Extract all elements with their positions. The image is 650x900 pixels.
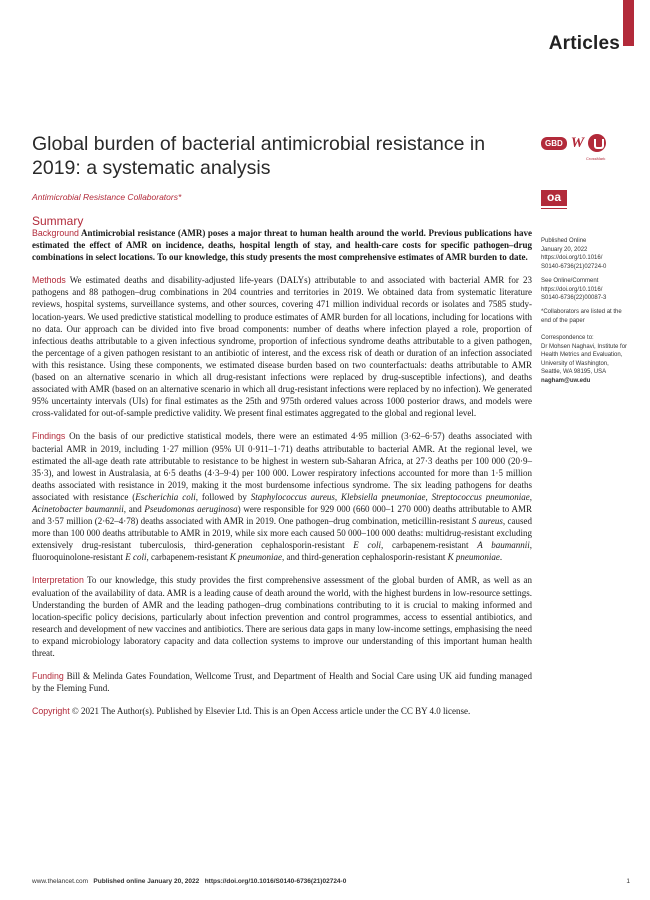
pathogen-abbr: K pneumoniae [229,552,282,563]
findings-text: ) were responsible for 929 000 (660 000–1 270 000) deaths attributable to AMR and 3·57 million (2·62–4·78) deaths associated with AMR in 2019. One pathogen–drug combination, meticillin-resistant [32,503,533,527]
published-date: January 20, 2022 [541,246,588,253]
findings-paragraph [32,430,532,563]
wellcome-logo[interactable]: W [570,134,585,151]
findings-text: , followed by [195,491,251,502]
pathogen-name: Acinetobacter baumannii [32,503,124,514]
collaborators-note [541,308,636,325]
article-title: Global burden of bacterial antimicrobial resistance in 2019: a systematic analysis [32,133,486,179]
footer-site-link[interactable]: www.thelancet.com [32,878,88,885]
interpretation-text: To our knowledge, this study provides the first comprehensive assessment of the global burden of AMR, as well as an evaluation of the availability of data. AMR is a leading cause of death around the world, with the highest burdens in low-resource settings. Understanding the burden of AMR and the leading pathogen–drug combinations contributing to it is crucial to making informed and location-specific policy decisions, particularly about infection prevention and control programmes, access to essential antibiotics, and research and development of new vaccines and antibiotics. There are serious data gaps in many low-income settings, emphasising the need to expand microbiology laboratory capacity and data collection systems to improve our understanding of this important human health threat. [32,575,532,658]
summary-heading: Summary [32,214,84,228]
correspondence-line: Dr Mohsen Naghavi, Institute for [541,343,628,350]
section-tab-marker [623,0,634,46]
collaborators-line: *Collaborators are listed at the [541,309,622,315]
findings-text: , [529,491,532,502]
findings-text: , caused more than 100 000 deaths attributable to AMR in 2019, while six more each caused 50 000–100 000 deaths: multidrug-resistant excluding extensively drug-resistant tuberculosis, third-generation cephalosporin-resistant [32,516,532,551]
findings-text: . [499,552,503,563]
findings-label: Findings [32,431,66,442]
pathogen-abbr: E coli [125,552,147,563]
correspondence-line: University of Washington, [541,360,609,367]
pathogen-abbr: K pneumoniae [447,552,500,563]
published-doi-link[interactable]: https://doi.org/10.1016/ [541,255,603,262]
comment-doi-link[interactable]: S0140-6736(22)00087-3 [541,295,607,302]
published-line: Published Online [541,238,587,244]
comment-line: See Online/Comment [541,278,599,284]
interpretation-paragraph [32,574,532,659]
background-label: Background [32,228,79,238]
author-line[interactable]: Antimicrobial Resistance Collaborators* [32,192,182,202]
pathogen-name: Pseudomonas aeruginosa [144,503,238,514]
background-paragraph [32,227,532,263]
pathogen-abbr: E coli [353,540,382,551]
background-text: Antimicrobial resistance (AMR) poses a major threat to human health around the world. Previous publications have estimated the effect of AMR on incidence, deaths, hospital length of stay, and health-care costs for specific pathogen–drug combinations in select locations. To our knowledge, this study presents the most comprehensive estimates of AMR burden to date. [32,228,532,263]
correspondence-line: Correspondence to: [541,335,594,341]
pathogen-name: Klebsiella pneumoniae [341,491,426,502]
section-label: Articles [548,33,620,54]
interpretation-label: Interpretation [32,575,84,586]
badge-row [541,134,606,152]
copyright-paragraph [32,705,532,717]
findings-text: , and third-generation cephalosporin-resistant [281,552,448,563]
correspondence-email-link[interactable]: nagham@uw.edu [541,377,591,384]
abstract-body [32,227,532,728]
pathogen-name: Staphylococcus aureus [250,491,335,502]
collaborators-line: end of the paper [541,317,585,324]
findings-text: , fluoroquinolone-resistant [32,540,532,563]
page-number: 1 [626,878,630,885]
correspondence-line: Seattle, WA 98195, USA [541,369,607,376]
page-footer [32,878,630,885]
methods-label: Methods [32,275,66,286]
funding-label: Funding [32,671,64,682]
crossmark-label: CrossMark [586,156,606,161]
pathogen-name: Escherichia coli [135,491,196,502]
pathogen-name: Streptococcus pneumoniae [431,491,530,502]
comment-doi-link[interactable]: https://doi.org/10.1016/ [541,286,603,293]
open-access-badge[interactable]: oa [541,190,567,206]
funding-text: Bill & Melinda Gates Foundation, Wellcome Trust, and Department of Health and Social Care using UK aid funding managed by the Fleming Fund. [32,671,532,694]
pathogen-abbr: S aureus [471,516,503,527]
copyright-label: Copyright [32,706,70,717]
oa-divider [541,208,567,209]
findings-text: , [425,491,432,502]
correspondence-line: Health Metrics and Evaluation, [541,352,623,359]
correspondence-info [541,334,636,386]
gbd-logo[interactable]: GBD [541,137,567,150]
footer-doi-link[interactable]: https://doi.org/10.1016/S0140-6736(21)02724-0 [204,878,347,885]
crossmark-icon[interactable] [588,134,606,152]
comment-info [541,277,636,303]
findings-text: On the basis of our predictive statistical models, there were an estimated 4·95 million (3·62–6·57) deaths associated with bacterial AMR in 2019, including 1·27 million (95% UI 0·911–1·71) deaths attributable to bacterial AMR. At the regional level, we estimated the all-age death rate attributable to resistance to be highest in western sub-Saharan Africa, at 27·3 deaths per 100 000 (20·9–35·3), and lowest in Australasia, at 6·5 deaths (4·3–9·4) per 100 000. Lower respiratory infections accounted for more than 1·5 million deaths associated with resistance in 2019, making it the most burdensome infectious syndrome. The six leading pathogens for deaths associated with resistance ( [32,431,532,502]
published-doi-link[interactable]: S0140-6736(21)02724-0 [541,263,607,270]
findings-text: , carbapenem-resistant [146,552,230,563]
footer-published: Published online January 20, 2022 [93,878,200,885]
copyright-text: © 2021 The Author(s). Published by Elsevier Ltd. This is an Open Access article under the CC BY 4.0 license. [69,706,471,717]
methods-paragraph [32,274,532,419]
published-info [541,237,636,271]
findings-text: , [334,491,342,502]
pathogen-abbr: A baumannii [477,540,530,551]
findings-text: , and [123,503,145,514]
methods-text: We estimated deaths and disability-adjusted life-years (DALYs) attributable to and associated with bacterial AMR for 23 pathogens and 88 pathogen–drug combinations in 204 countries and territories in 2019. We obtained data from systematic literature reviews, hospital systems, surveillance systems, and other sources, covering 471 million individual records or isolates and 7585 study-location-years. We used predictive statistical modelling to produce estimates of AMR burden for all locations, including for locations with no data. Our approach can be divided into five broad components: number of deaths where infection played a role, proportion of infectious deaths attributable to a given infectious syndrome, proportion of infectious syndrome deaths attributable to a given pathogen, the percentage of a given pathogen resistant to an antibiotic of interest, and the excess risk of death or duration of an infection associated with this resistance. Using these components, we estimated disease burden based on two counterfactuals: deaths attributable to AMR (based on an alternative scenario in which all drug-resistant infections were replaced by drug-susceptible infections), and deaths associated with AMR (based on an alternative scenario in which all drug-resistant infections were replaced by no infection). We generated 95% uncertainty intervals (UIs) for final estimates as the 25th and 975th ordered values across 1000 posterior draws, and models were cross-validated for out-of-sample predictive validity. We present final estimates aggregated to the global and regional level. [32,275,532,419]
findings-text: , carbapenem-resistant [381,540,478,551]
funding-paragraph [32,670,532,694]
